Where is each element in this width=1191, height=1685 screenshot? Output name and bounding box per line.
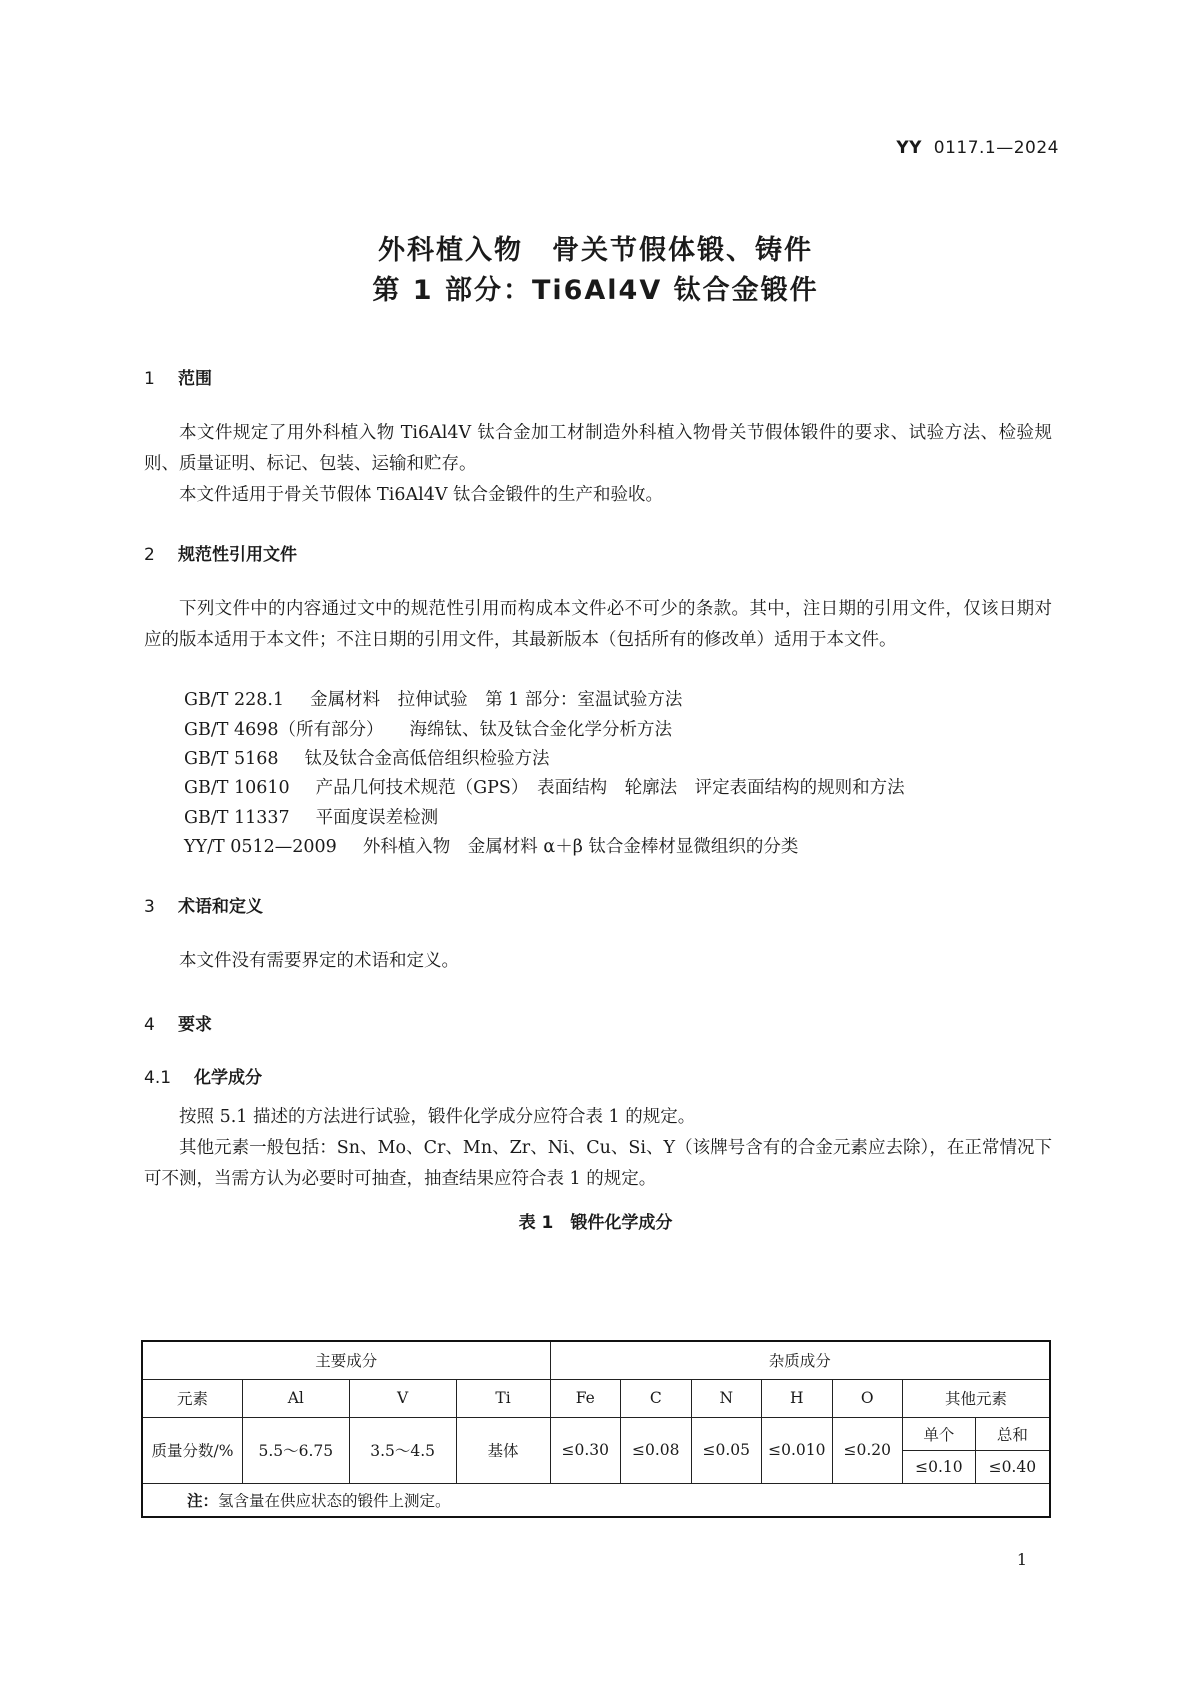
normative-reference: GB/T 5168 钛及钛合金高低倍组织检验方法 — [184, 749, 550, 769]
value-cell: 基体 — [456, 1417, 550, 1483]
element-cell: N — [691, 1379, 762, 1417]
section-3-heading: 3 术语和定义 — [144, 897, 263, 917]
element-cell: Al — [242, 1379, 349, 1417]
element-cell: Ti — [456, 1379, 550, 1417]
element-cell: H — [762, 1379, 833, 1417]
value-cell: ≤0.010 — [762, 1417, 833, 1483]
value-cell: ≤0.30 — [550, 1417, 621, 1483]
normative-reference: GB/T 4698（所有部分） 海绵钛、钛及钛合金化学分析方法 — [184, 720, 673, 740]
page-number: 1 — [1016, 1550, 1027, 1569]
row-label-element: 元素 — [142, 1379, 242, 1417]
value-cell: 3.5～4.5 — [349, 1417, 456, 1483]
value-cell: ≤0.08 — [621, 1417, 692, 1483]
table-note: 注：氢含量在供应状态的锻件上测定。 — [142, 1483, 1050, 1517]
value-cell: ≤0.20 — [832, 1417, 903, 1483]
header-main-components: 主要成分 — [142, 1341, 550, 1379]
value-cell: ≤0.05 — [691, 1417, 762, 1483]
value-cell: 5.5～6.75 — [242, 1417, 349, 1483]
section-3-paragraph-1: 本文件没有需要界定的术语和定义。 — [179, 951, 459, 971]
section-4-heading: 4 要求 — [144, 1015, 212, 1035]
section-1-paragraph-1: 本文件规定了用外科植入物 Ti6Al4V 钛合金加工材制造外科植入物骨关节假体锻件的要求、试验方法、检验规则、质量证明、标记、包装、运输和贮存。 — [144, 423, 1052, 474]
section-4-1-paragraph-2: 其他元素一般包括：Sn、Mo、Cr、Mn、Zr、Ni、Cu、Si、Y（该牌号含有的合金元素应去除），在正常情况下可不测，当需方认为必要时可抽查，抽查结果应符合表 1 的规定。 — [144, 1138, 1052, 1189]
section-4-1-paragraph-1: 按照 5.1 描述的方法进行试验，锻件化学成分应符合表 1 的规定。 — [179, 1107, 696, 1127]
normative-reference: GB/T 11337 平面度误差检测 — [184, 808, 439, 828]
section-1-paragraph-2: 本文件适用于骨关节假体 Ti6Al4V 钛合金锻件的生产和验收。 — [179, 485, 664, 505]
section-4-1-heading: 4.1 化学成分 — [144, 1068, 262, 1088]
row-label-mass-fraction: 质量分数/% — [142, 1417, 242, 1483]
section-1-heading: 1 范围 — [144, 369, 212, 389]
other-total-value: ≤0.40 — [975, 1450, 1050, 1483]
normative-reference: GB/T 10610 产品几何技术规范（GPS） 表面结构 轮廓法 评定表面结构的规则和方法 — [184, 778, 905, 798]
section-2-heading: 2 规范性引用文件 — [144, 545, 297, 565]
table-1-chemical-composition — [141, 1340, 1051, 1518]
other-total-label: 总和 — [975, 1417, 1050, 1450]
standard-code: YY 0117.1—2024 — [896, 138, 1059, 158]
normative-reference: GB/T 228.1 金属材料 拉伸试验 第 1 部分：室温试验方法 — [184, 690, 683, 710]
header-impurity-components: 杂质成分 — [550, 1341, 1050, 1379]
section-2-paragraph-1: 下列文件中的内容通过文中的规范性引用而构成本文件必不可少的条款。其中，注日期的引用文件，仅该日期对应的版本适用于本文件；不注日期的引用文件，其最新版本（包括所有的修改单）适用于本文件。 — [144, 599, 1052, 650]
other-single-value: ≤0.10 — [903, 1450, 976, 1483]
document-title-line2: 第 1 部分：Ti6Al4V 钛合金锻件 — [372, 275, 819, 306]
element-cell: V — [349, 1379, 456, 1417]
table-1-caption: 表 1 锻件化学成分 — [518, 1213, 673, 1233]
element-cell: O — [832, 1379, 903, 1417]
element-cell: C — [621, 1379, 692, 1417]
document-title-line1: 外科植入物 骨关节假体锻、铸件 — [378, 235, 813, 266]
element-cell: Fe — [550, 1379, 621, 1417]
other-single-label: 单个 — [903, 1417, 976, 1450]
normative-reference: YY/T 0512—2009 外科植入物 金属材料 α＋β 钛合金棒材显微组织的分类 — [184, 837, 799, 857]
other-elements-header: 其他元素 — [903, 1379, 1050, 1417]
